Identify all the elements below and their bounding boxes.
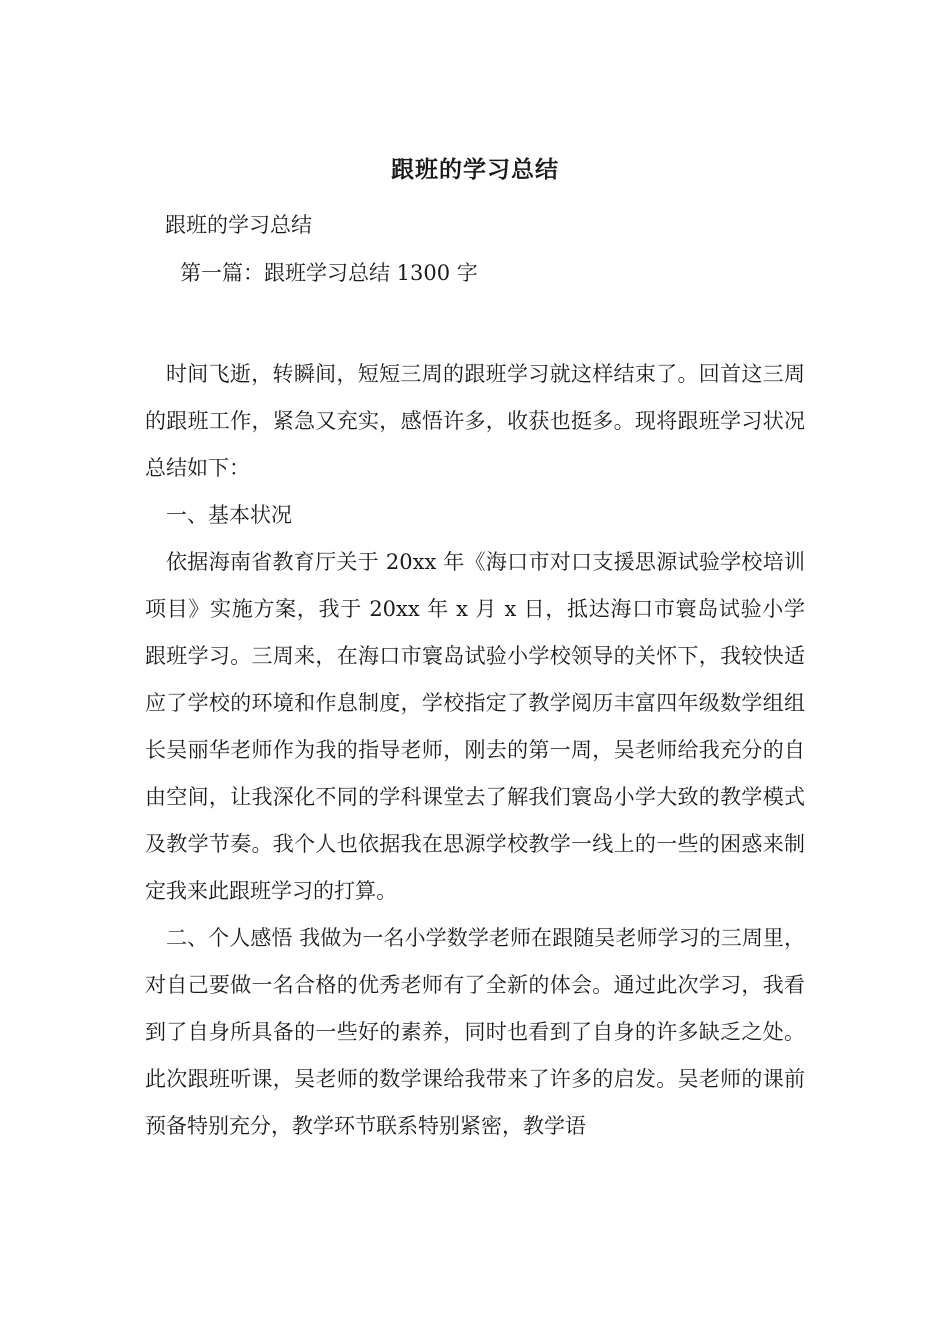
paragraph-intro: 时间飞逝，转瞬间，短短三周的跟班学习就这样结束了。回首这三周的跟班工作，紧急又充实，感悟许多，收获也挺多。现将跟班学习状况总结如下： [145,362,805,480]
document-body [145,351,805,1150]
paragraph-basic-situation: 依据海南省教育厅关于 20xx 年《海口市对口支援思源试验学校培训项目》实施方案，我于 20xx 年 x 月 x 日，抵达海口市寰岛试验小学跟班学习。三周来，在海口市寰岛试验小学校领导的关怀下，我较快适应了学校的环境和作息制度，学校指定了教学阅历丰富四年级数学组组长吴丽华老师作为我的指导老师，刚去的第一周，吴老师给我充分的自由空间，让我深化不同的学科课堂去了解我们寰岛小学大致的教学模式及教学节奏。我个人也依据我在思源学校教学一线上的一些的困惑来制定我来此跟班学习的打算。 [145,550,805,903]
section-heading-basic: 一、基本状况 [166,503,292,527]
chapter-heading: 第一篇：跟班学习总结 1300 字 [180,261,478,285]
paragraph-personal-insight: 二、个人感悟 我做为一名小学数学老师在跟随吴老师学习的三周里，对自己要做一名合格的优秀老师有了全新的体会。通过此次学习，我看到了自身所具备的一些好的素养，同时也看到了自身的许多缺乏之处。此次跟班听课，吴老师的数学课给我带来了许多的启发。吴老师的课前预备特别充分，教学环节联系特别紧密，教学语 [145,926,805,1138]
document-subtitle: 跟班的学习总结 [165,213,312,237]
document-title: 跟班的学习总结 [391,156,559,183]
